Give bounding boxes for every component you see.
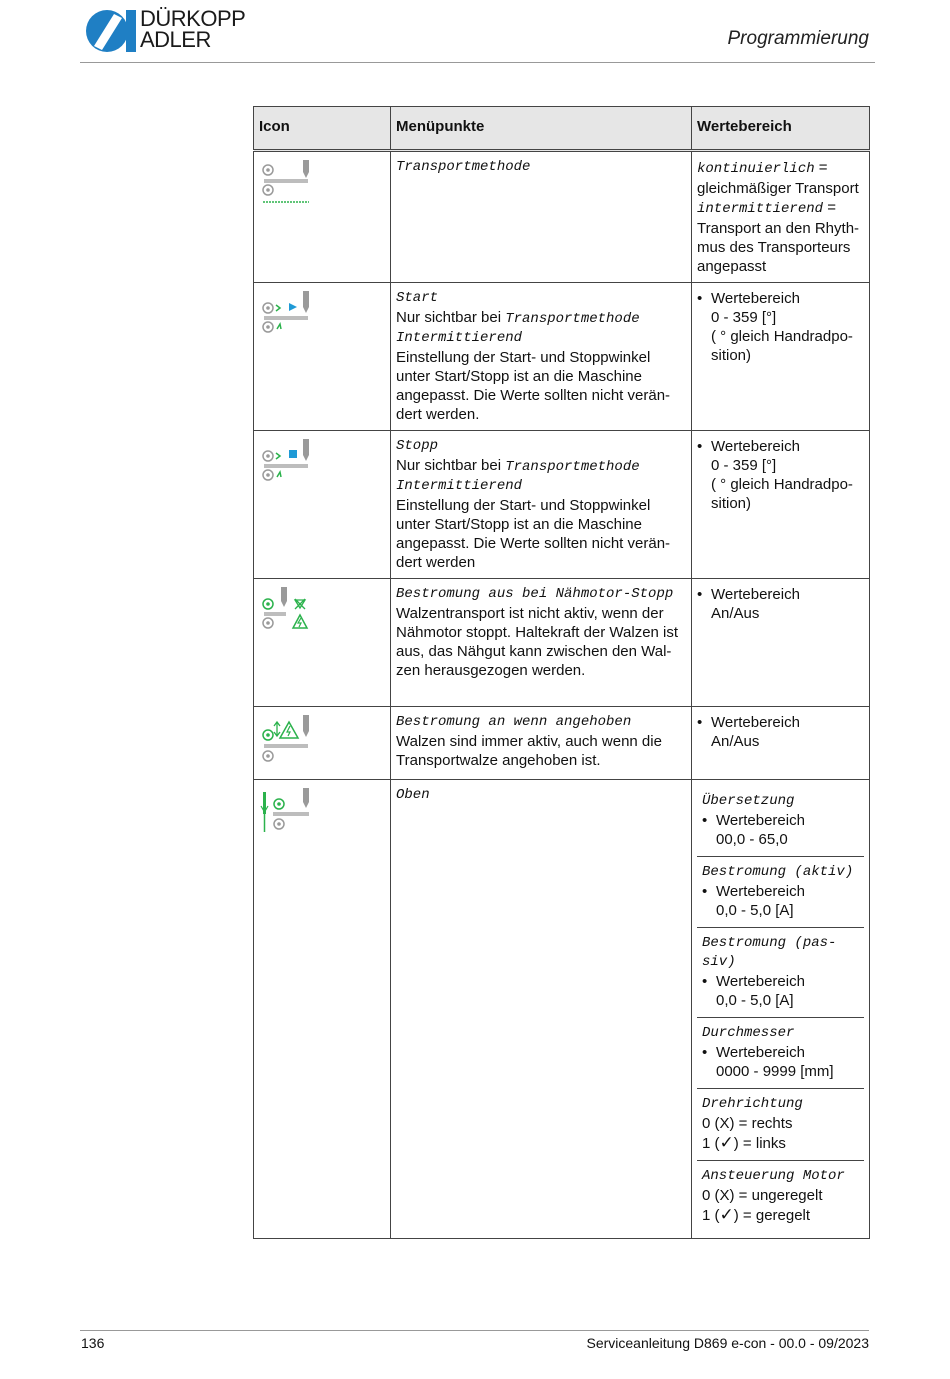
icon-cell <box>254 707 391 780</box>
range-cell <box>692 579 870 707</box>
bullet: • <box>697 438 703 455</box>
ref-param: Transportmethode <box>505 311 640 327</box>
range-label: Wertebereich <box>711 714 800 731</box>
sub-setting-name: Drehrichtung <box>702 1096 803 1112</box>
option-prefix: 1 ( <box>702 1135 720 1152</box>
range-label: Wertebereich <box>711 290 800 307</box>
sub-setting <box>697 857 864 928</box>
check-icon: ✓ <box>719 1133 734 1152</box>
menu-item-name: Start <box>396 290 439 306</box>
menu-cell <box>391 780 692 1239</box>
value-name: kontinuierlich <box>697 161 815 177</box>
table-row <box>254 283 870 431</box>
value-description: Transport an den Rhyth-mus des Transporteurs angepasst <box>697 220 860 275</box>
menu-item-name: Transportmethode <box>396 159 531 175</box>
check-icon: ✓ <box>719 1205 734 1224</box>
bullet: • <box>702 1044 708 1061</box>
visibility-note <box>396 308 686 329</box>
icon-cell <box>254 151 391 283</box>
option-line: 0 (X) = ungeregelt <box>702 1187 823 1204</box>
menu-description: Walzen sind immer aktiv, auch wenn die Transportwalze angehoben ist. <box>396 733 662 769</box>
icon-cell <box>254 283 391 431</box>
table-header-row <box>254 107 870 151</box>
range-value: 0000 - 9999 [mm] <box>716 1063 834 1080</box>
icon-cell <box>254 579 391 707</box>
menu-cell <box>391 579 692 707</box>
range-cell <box>692 431 870 579</box>
icon-cell <box>254 431 391 579</box>
page-number: 136 <box>81 1335 105 1351</box>
sub-setting-name: Bestromung (pas-siv) <box>702 935 837 970</box>
brand-line-2: ADLER <box>140 27 211 52</box>
range-cell <box>692 151 870 283</box>
table-row <box>254 431 870 579</box>
range-label: Wertebereich <box>711 438 800 455</box>
menu-item-name: Bestromung an wenn angehoben <box>396 714 632 730</box>
menu-cell <box>391 151 692 283</box>
range-value: 0,0 - 5,0 [A] <box>716 902 794 919</box>
option-prefix: 1 ( <box>702 1207 720 1224</box>
sub-setting-name: Übersetzung <box>702 793 795 809</box>
brand-wordmark <box>140 8 245 50</box>
range-note: ( ° gleich Handradpo-sition) <box>711 476 853 512</box>
bullet: • <box>702 812 708 829</box>
transport-start-icon <box>259 289 311 339</box>
col-header-range: Wertebereich <box>692 107 870 151</box>
sub-setting-name: Ansteuerung Motor <box>702 1168 845 1184</box>
menu-item-name: Stopp <box>396 438 439 454</box>
footer-divider <box>80 1330 869 1331</box>
bullet: • <box>697 714 703 731</box>
range-note: ( ° gleich Handradpo-sition) <box>711 328 853 364</box>
brand-line-1: DÜRKOPP <box>140 6 246 31</box>
header-divider <box>80 62 875 63</box>
range-cell <box>692 283 870 431</box>
sub-setting-name: Bestromung (aktiv) <box>702 864 854 880</box>
menu-description: Einstellung der Start- und Stoppwinkel unter Start/Stopp ist an die Maschine angepasst. Die Werte sollten nicht verän-dert werden. <box>396 349 671 423</box>
menu-description: Einstellung der Start- und Stoppwinkel unter Start/Stopp ist an die Maschine angepasst. Die Werte sollten nicht verän-dert werden <box>396 497 671 571</box>
range-value: An/Aus <box>711 605 760 622</box>
menu-cell <box>391 707 692 780</box>
option-line <box>702 1205 859 1225</box>
sub-setting <box>697 786 864 857</box>
bullet: • <box>702 973 708 990</box>
ref-value: Intermittierend <box>396 330 523 346</box>
sub-setting <box>697 1018 864 1089</box>
menu-table <box>253 106 870 1239</box>
range-label: Wertebereich <box>716 812 805 829</box>
ref-param: Transportmethode <box>505 459 640 475</box>
current-on-raised-icon <box>259 713 311 763</box>
range-label: Wertebereich <box>716 973 805 990</box>
top-roller-icon <box>259 786 311 836</box>
equals-sign: = <box>814 159 828 176</box>
value-description: gleichmäßiger Transport <box>697 180 859 197</box>
option-line: 0 (X) = rechts <box>702 1115 793 1132</box>
table-row <box>254 707 870 780</box>
transport-method-icon <box>259 158 311 208</box>
range-value: 0 - 359 [°] <box>711 309 777 326</box>
range-label: Wertebereich <box>716 1044 805 1061</box>
icon-cell <box>254 780 391 1239</box>
menu-item-name: Oben <box>396 787 430 803</box>
value-name: intermittierend <box>697 201 824 217</box>
equals-sign: = <box>823 199 836 216</box>
sub-setting <box>697 1089 864 1161</box>
option-suffix: ) = links <box>733 1135 786 1152</box>
menu-cell <box>391 431 692 579</box>
sub-setting-name: Durchmesser <box>702 1025 795 1041</box>
range-label: Wertebereich <box>711 586 800 603</box>
bullet: • <box>697 586 703 603</box>
range-value: An/Aus <box>711 733 760 750</box>
visibility-note <box>396 456 686 477</box>
transport-stop-icon <box>259 437 311 487</box>
menu-item-name: Bestromung aus bei Nähmotor-Stopp <box>396 586 674 602</box>
range-cell <box>692 780 870 1239</box>
option-suffix: ) = geregelt <box>733 1207 811 1224</box>
option-line <box>702 1133 859 1153</box>
table-row <box>254 151 870 283</box>
ref-value: Intermittierend <box>396 478 523 494</box>
note-text: Nur sichtbar bei <box>396 457 506 474</box>
menu-cell <box>391 283 692 431</box>
range-value: 00,0 - 65,0 <box>716 831 788 848</box>
bullet: • <box>702 883 708 900</box>
table-row <box>254 579 870 707</box>
bullet: • <box>697 290 703 307</box>
menu-description: Walzentransport ist nicht aktiv, wenn der Nähmotor stoppt. Haltekraft der Walzen ist aus, das Nähgut kann zwischen den Wal-zen herausgezogen werden. <box>396 605 679 679</box>
table-row <box>254 780 870 1239</box>
note-text: Nur sichtbar bei <box>396 309 506 326</box>
range-cell <box>692 707 870 780</box>
current-off-motor-stop-icon <box>259 585 311 635</box>
page-section-title: Programmierung <box>727 28 869 49</box>
sub-setting <box>697 928 864 1018</box>
range-value: 0 - 359 [°] <box>711 457 777 474</box>
col-header-icon: Icon <box>254 107 391 151</box>
document-reference: Serviceanleitung D869 e-con - 00.0 - 09/2023 <box>586 1335 869 1351</box>
range-value: 0,0 - 5,0 [A] <box>716 992 794 1009</box>
range-label: Wertebereich <box>716 883 805 900</box>
sub-setting <box>697 1161 864 1232</box>
col-header-menu: Menüpunkte <box>391 107 692 151</box>
